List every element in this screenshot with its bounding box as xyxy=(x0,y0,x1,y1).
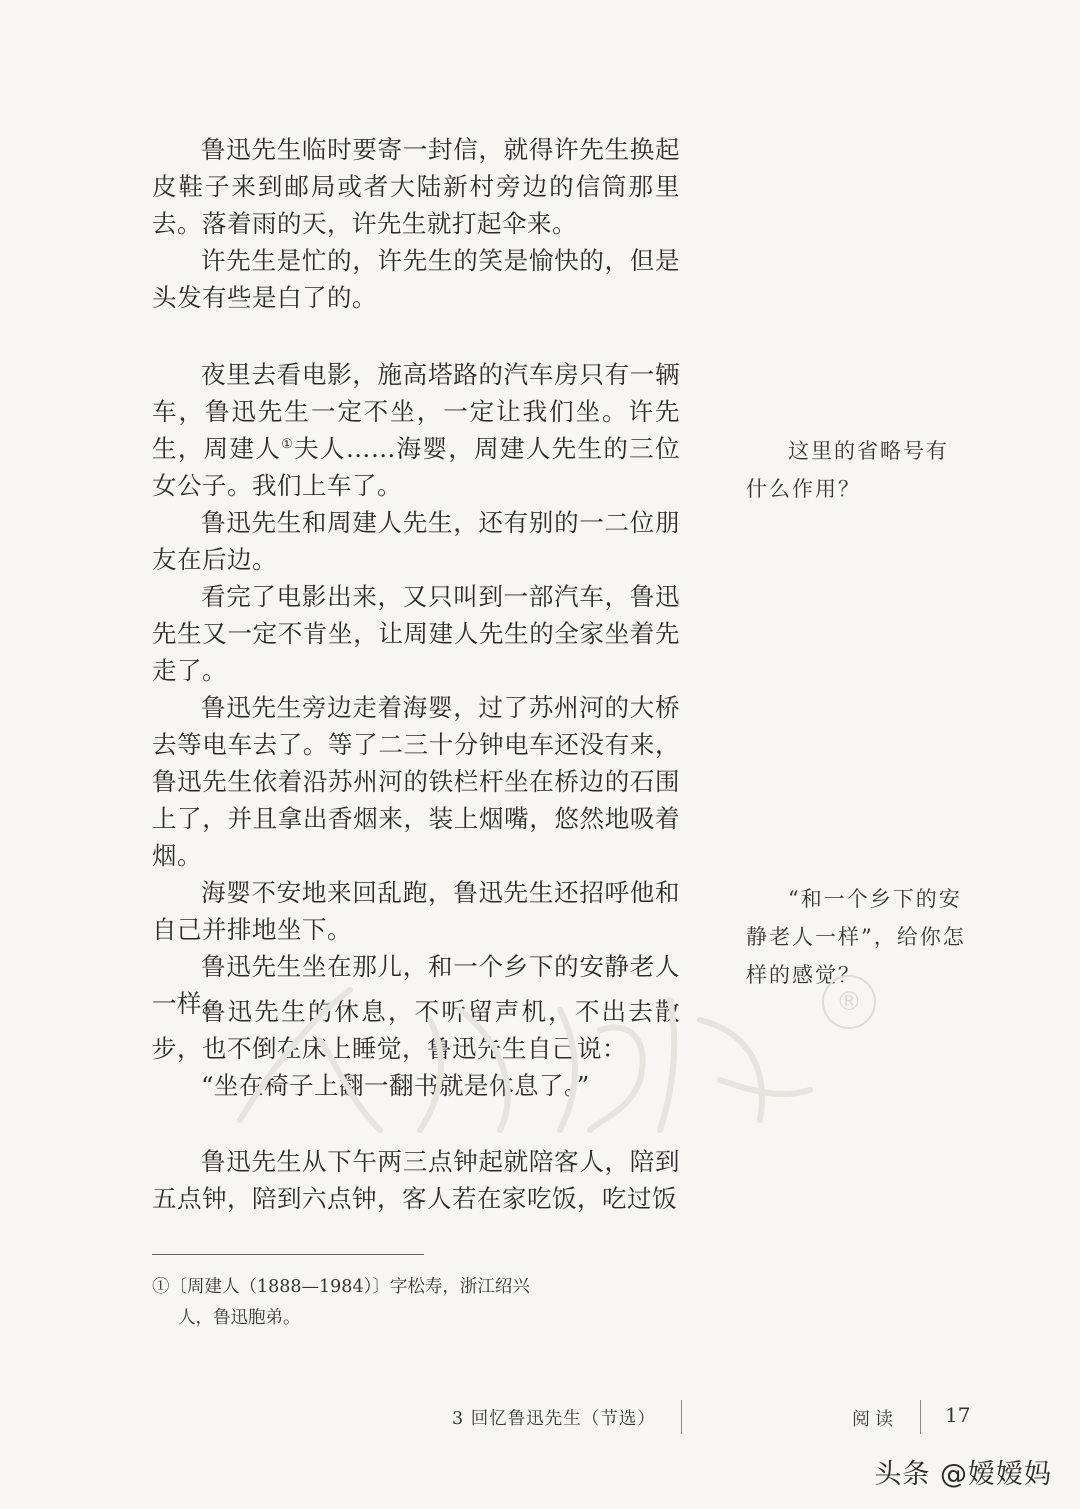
registered-trademark-icon: ® xyxy=(822,975,876,1029)
footer-divider xyxy=(920,1400,921,1434)
footer-lesson-title: 3 回忆鲁迅先生（节选） xyxy=(452,1409,656,1429)
paragraph-text: 夫人……海婴，周建人先生的三位女公子。我们上车了。 xyxy=(152,434,681,500)
side-note-ellipsis xyxy=(746,432,971,508)
paragraph: 鲁迅先生的休息，不听留声机，不出去散步，也不倒在床上睡觉，鲁迅先生自己说： xyxy=(152,997,680,1063)
paragraph: 许先生是忙的，许先生的笑是愉快的，但是头发有些是白了的。 xyxy=(152,246,680,312)
paragraph: 海婴不安地来回乱跑，鲁迅先生还招呼他和自己并排地坐下。 xyxy=(152,878,680,944)
footer-section-label: 阅读 xyxy=(852,1409,898,1430)
paragraph: “坐在椅子上翻一翻书就是休息了。” xyxy=(201,1071,590,1100)
footnote-divider xyxy=(152,1254,424,1255)
footer-divider xyxy=(681,1400,682,1434)
paragraph: 鲁迅先生旁边走着海婴，过了苏州河的大桥去等电车去了。等了二三十分钟电车还没有来，鲁迅先生依着沿苏州河的铁栏杆坐在桥边的石围上了，并且拿出香烟来，装上烟嘴，悠然地吸着烟。 xyxy=(152,693,680,870)
body-text-block-2 xyxy=(152,356,680,1022)
source-credit: 头条 @嫒嫒妈 xyxy=(874,1459,1052,1490)
paragraph xyxy=(152,356,680,504)
footnote-reference: ① xyxy=(281,436,295,452)
footnote xyxy=(152,1272,552,1334)
publisher-watermark xyxy=(200,980,840,1140)
body-text-block-1 xyxy=(152,131,680,316)
body-text-block-4 xyxy=(152,1143,680,1217)
paragraph: 鲁迅先生从下午两三点钟起就陪客人，陪到五点钟，陪到六点钟，客人若在家吃饭，吃过饭 xyxy=(152,1147,680,1213)
footnote-text: 人，鲁迅胞弟。 xyxy=(178,1308,301,1328)
paragraph: 鲁迅先生临时要寄一封信，就得许先生换起皮鞋子来到邮局或者大陆新村旁边的信筒那里去。落着雨的天，许先生就打起伞来。 xyxy=(152,135,680,238)
paragraph-text: 夜里去看电影，施高塔路的汽车房只有一辆车，鲁迅先生一定不坐，一定让我们坐。许先生，周建人 xyxy=(152,360,680,463)
paragraph: 看完了电影出来，又只叫到一部汽车，鲁迅先生又一定不肯坐，让周建人先生的全家坐着先走了。 xyxy=(152,582,680,685)
side-note-text: 这里的省略号有什么作用？ xyxy=(746,439,949,501)
paragraph: 鲁迅先生坐在那儿，和一个乡下的安静老人一样。 xyxy=(152,952,680,1018)
page-number: 17 xyxy=(945,1403,971,1427)
paragraph: 鲁迅先生和周建人先生，还有别的一二位朋友在后边。 xyxy=(152,508,680,574)
footnote-text: 〔周建人（1888—1984）〕字松寿，浙江绍兴 xyxy=(169,1277,530,1297)
footnote-marker: ① xyxy=(152,1277,170,1297)
side-note-text: “和一个乡下的安静老人一样”，给你怎样的感觉？ xyxy=(746,887,966,987)
